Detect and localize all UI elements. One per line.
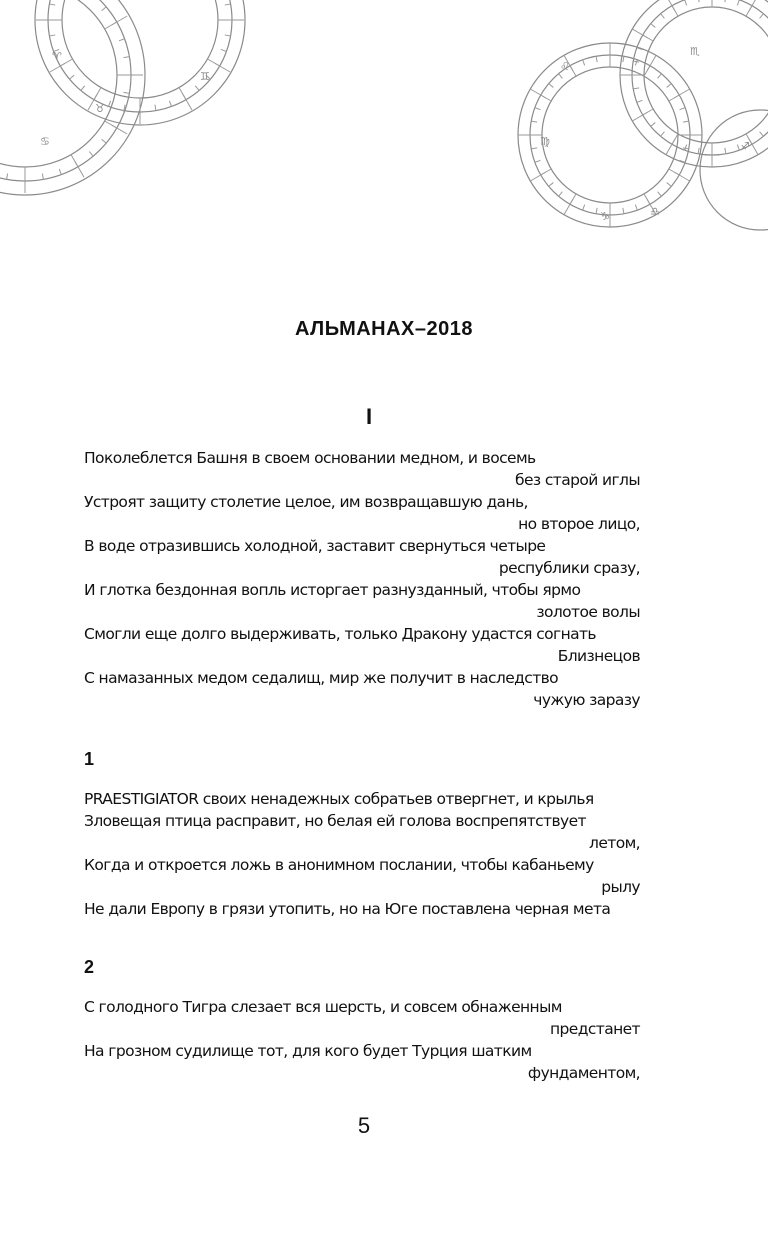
verse-line: республики сразу,	[498, 559, 640, 577]
verse-line: С намазанных медом седалищ, мир же получит в наследство	[84, 669, 559, 687]
verse-line: В воде отразившись холодной, заставит свернуться четыре	[84, 537, 546, 555]
verse-line: предстанет	[550, 1020, 640, 1038]
svg-text:♊: ♊	[200, 70, 210, 83]
svg-text:♍: ♍	[540, 135, 550, 148]
section-heading: I	[365, 404, 373, 429]
verse-line: Зловещая птица расправит, но белая ей голова воспрепятствует	[84, 812, 586, 830]
verse-line: чужую заразу	[533, 691, 640, 709]
verse-line: Когда и откроется ложь в анонимном послании, чтобы кабаньему	[84, 856, 594, 874]
verse-line: Не дали Европу в грязи утопить, но на Юге поставлена черная мета	[84, 900, 611, 918]
page-title: АЛЬМАНАХ–2018	[294, 318, 474, 340]
verse-line: И глотка бездонная вопль исторгает разнузданный, чтобы ярмо	[84, 581, 581, 599]
verse-line: Устроят защиту столетие целое, им возвращавшую дань,	[84, 493, 528, 511]
verse-line: золотое волы	[536, 603, 640, 621]
verse-line: без старой иглы	[515, 471, 640, 489]
svg-text:♎: ♎	[650, 205, 660, 218]
svg-text:♑: ♑	[600, 210, 610, 223]
verse-line: С голодного Тигра слезает вся шерсть, и совсем обнаженным	[84, 998, 562, 1016]
svg-text:♋: ♋	[40, 135, 50, 148]
page-number: 5	[357, 1113, 371, 1138]
verse-line: Близнецов	[557, 647, 640, 665]
verse-line: PRAESTIGIATOR своих ненадежных собратьев отвергнет, и крылья	[84, 790, 594, 808]
verse-block	[84, 788, 640, 920]
verse-line: На грозном судилище тот, для кого будет Турция шатким	[84, 1042, 532, 1060]
verse-block	[84, 996, 640, 1084]
svg-text:♏: ♏	[690, 45, 700, 58]
verse-line: фундаментом,	[527, 1064, 640, 1082]
svg-text:♐: ♐	[740, 140, 750, 153]
section-heading: 2	[84, 957, 95, 977]
svg-text:♌: ♌	[560, 60, 570, 73]
astrological-wheels-decoration	[0, 0, 768, 260]
svg-text:♈: ♈	[52, 50, 62, 63]
section-heading: 1	[84, 749, 95, 769]
verse-line: летом,	[589, 834, 640, 852]
verse-block	[84, 447, 640, 711]
verse-line: рылу	[601, 878, 640, 896]
verse-line: Поколеблется Башня в своем основании медном, и восемь	[84, 449, 536, 467]
verse-line: но второе лицо,	[518, 515, 640, 533]
svg-text:♉: ♉	[95, 102, 105, 115]
verse-line: Смогли еще долго выдерживать, только Дракону удастся согнать	[84, 625, 596, 643]
